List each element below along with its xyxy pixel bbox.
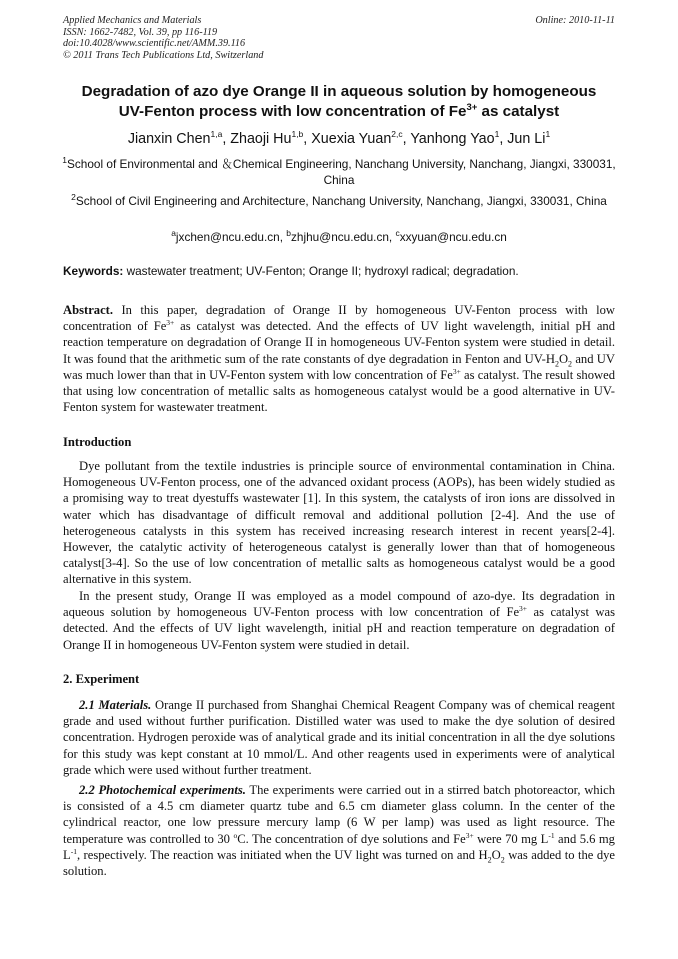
affiliation-2: $^2$School of Civil Engineering and Architecture, Nanchang University, Nanchang, Jiangxi, 330031, China	[71, 192, 607, 208]
photochemical-paragraph: 2.2 Photochemical experiments. The experiments were carried out in a stirred batch photoreactor, which is consisted of a 4.5 cm diameter quartz tube and 6.5 cm diameter glass column. In the center of the cylindrical reactor, one low pressure mercury lamp (6 W per lamp) was used as light resource. The temperature was controlled to 30 $^o$C. The concentration of dye solutions and $Fe^{3+}$ were 70 mg $L^{-1}$ and 5.6 mg $L^{-1}$, respectively. The reaction was initiated when the UV light was turned on and $H_2O_2$ was added to the dye solution.	[63, 783, 616, 879]
title-line-1: Degradation of azo dye Orange II in aqueous solution by homogeneous	[81, 83, 597, 100]
email-list: $^a$jxchen@ncu.edu.cn, $^b$zhjhu@ncu.edu.cn, $^c$xxyuan@ncu.edu.cn	[171, 228, 507, 244]
paper-title	[40, 82, 638, 121]
introduction-paragraph-2: In the present study, Orange II was employed as a model compound of azo-dye. Its degradation in aqueous solution by homogeneous UV-Fenton process with low concentration of $Fe^{3+}$ as catalyst was detected. And the effects of UV light wavelength, initial pH and reaction temperature on degradation of Orange II in homogeneous UV-Fenton system were studied in detail.	[63, 589, 615, 652]
author-list	[40, 131, 638, 147]
email-link[interactable]: $^a$jxchen@ncu.edu.cn	[171, 228, 280, 244]
journal-copyright: © 2011 Trans Tech Publications Ltd, Switzerland	[63, 49, 264, 61]
author: Xuexia Yuan$^{2,c}$,	[311, 129, 411, 147]
author: Jun Li$^1$	[507, 129, 551, 147]
keywords-label: Keywords:	[63, 264, 124, 278]
journal-name: Applied Mechanics and Materials	[63, 15, 202, 26]
keywords-text: wastewater treatment; UV-Fenton; Orange II; hydroxyl radical; degradation.	[123, 264, 519, 278]
journal-doi: doi:10.4028/www.scientific.net/AMM.39.116	[63, 38, 246, 50]
section-heading-introduction: Introduction	[63, 435, 132, 449]
author: Zhaoji Hu$^{1,b}$,	[230, 129, 312, 147]
materials-label: 2.1 Materials.	[79, 698, 152, 712]
introduction-paragraph-1: Dye pollutant from the textile industries is principle source of environmental contamination in China. Homogeneous UV-Fenton process, one of the advanced oxidant process (AOPs), has been widely studied as a promising way to treat dyestuffs wastewater [1]. In this system, the catalysts of iron ions are dissolved in water which has disadvantage of difficult removal and additional pollution [2-4]. And the use of heterogeneous catalysts in this system has received increasing research interest in recent years[2-4]. However, the catalytic activity of heterogeneous catalyst is generally lower than that of homogeneous catalyst[3-4]. So the use of low concentration of metallic salts as homogeneous catalyst would be a good alternative in this system.	[63, 459, 615, 587]
journal-header	[63, 15, 263, 61]
author: Jianxin Chen$^{1,a}$,	[127, 129, 231, 147]
title-line-2	[40, 102, 638, 122]
journal-issn: ISSN: 1662-7482, Vol. 39, pp 116-119	[63, 26, 218, 38]
section-heading-experiment: 2. Experiment	[63, 672, 140, 686]
email-link[interactable]: $^b$zhjhu@ncu.edu.cn	[286, 228, 389, 244]
photochemical-label: 2.2 Photochemical experiments.	[79, 783, 246, 797]
keywords	[63, 264, 615, 278]
title-text-end: as catalyst	[477, 102, 560, 120]
affiliation-1: $^1$School of Environmental and ＆Chemical Engineering, Nanchang University, Nanchang, Jiangxi, 330031, China	[62, 155, 616, 187]
email-link[interactable]: $^c$xxyuan@ncu.edu.cn	[395, 228, 507, 244]
author: Yanhong Yao$^1$,	[410, 129, 508, 147]
abstract: Abstract. In this paper, degradation of Orange II by homogeneous UV-Fenton process with low concentration of $Fe^{3+}$ as catalyst was detected. And the effects of UV light wavelength, initial pH and reaction temperature on degradation of Orange II in homogeneous UV-Fenton system were studied in detail. It was found that the arithmetic sum of the rate constants of dye degradation in Fenton and $UV-H_2O_2$ and UV was much lower than that in UV-Fenton system with low concentration of $Fe^{3+}$ as catalyst. The result showed that using low concentration of metallic salts as homogeneous catalyst would be a good alternative in UV-Fenton system for wastewater treatment.	[63, 303, 616, 415]
online-date: Online: 2010-11-11	[535, 15, 615, 26]
materials-paragraph: 2.1 Materials. Orange II purchased from Shanghai Chemical Reagent Company was of chemical reagent grade and used without further purification. Distilled water was used to make the dye solution of desired concentration. Hydrogen peroxide was of analytical grade and its initial concentration in all the dye solutions for this study was kept constant at 10 mmol/L. And other reagents used in experiments were of analytical grade which were used without further treatment.	[63, 698, 615, 777]
title-superscript: 3+	[466, 101, 478, 113]
abstract-label: Abstract.	[63, 303, 114, 317]
title-text: UV-Fenton process with low concentration of Fe	[118, 102, 467, 120]
